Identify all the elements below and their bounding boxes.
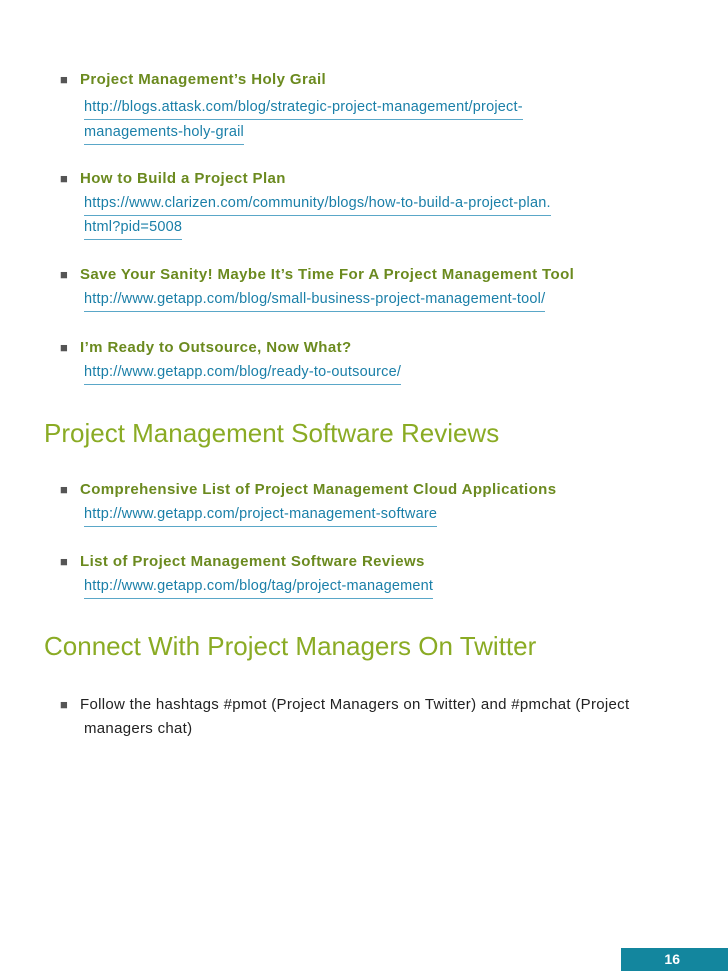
bullet-square-icon: ■: [60, 554, 68, 569]
bullet-square-icon: ■: [60, 72, 68, 87]
resource-item: [60, 169, 700, 239]
bullet-square-icon: ■: [60, 171, 68, 186]
twitter-item: [60, 693, 700, 743]
resource-title: How to Build a Project Plan: [80, 170, 286, 187]
section-heading-reviews: Project Management Software Reviews: [44, 418, 500, 448]
resource-item: [60, 338, 700, 384]
review-item: [60, 552, 700, 598]
review-link[interactable]: http://www.getapp.com/project-management-software: [84, 502, 437, 527]
resource-link[interactable]: http://www.getapp.com/blog/ready-to-outsource/: [84, 360, 401, 385]
resource-link-continued[interactable]: managements-holy-grail: [84, 120, 244, 145]
page-number: 16: [664, 951, 680, 967]
resource-link[interactable]: http://blogs.attask.com/blog/strategic-project-management/project-: [84, 95, 523, 120]
bullet-square-icon: ■: [60, 482, 68, 497]
resource-title: Project Management’s Holy Grail: [80, 71, 327, 88]
resource-title: Save Your Sanity! Maybe It’s Time For A Project Management Tool: [80, 266, 575, 283]
review-title: List of Project Management Software Reviews: [80, 553, 425, 570]
resource-link-continued[interactable]: html?pid=5008: [84, 215, 182, 240]
review-link[interactable]: http://www.getapp.com/blog/tag/project-management: [84, 574, 433, 599]
bullet-square-icon: ■: [60, 267, 68, 282]
page-number-badge: [621, 948, 728, 971]
resource-link[interactable]: http://www.getapp.com/blog/small-business-project-management-tool/: [84, 287, 545, 312]
resource-item: [60, 265, 700, 311]
bullet-square-icon: ■: [60, 340, 68, 355]
review-item: [60, 480, 700, 526]
bullet-square-icon: ■: [60, 697, 68, 712]
twitter-text-continued: managers chat): [84, 720, 193, 737]
section-heading-twitter: Connect With Project Managers On Twitter: [44, 631, 537, 661]
twitter-text: Follow the hashtags #pmot (Project Managers on Twitter) and #pmchat (Project: [80, 696, 630, 713]
resource-link[interactable]: https://www.clarizen.com/community/blogs/how-to-build-a-project-plan.: [84, 191, 551, 216]
review-title: Comprehensive List of Project Management Cloud Applications: [80, 481, 557, 498]
resource-item: [60, 70, 700, 140]
resource-title: I’m Ready to Outsource, Now What?: [80, 339, 352, 356]
